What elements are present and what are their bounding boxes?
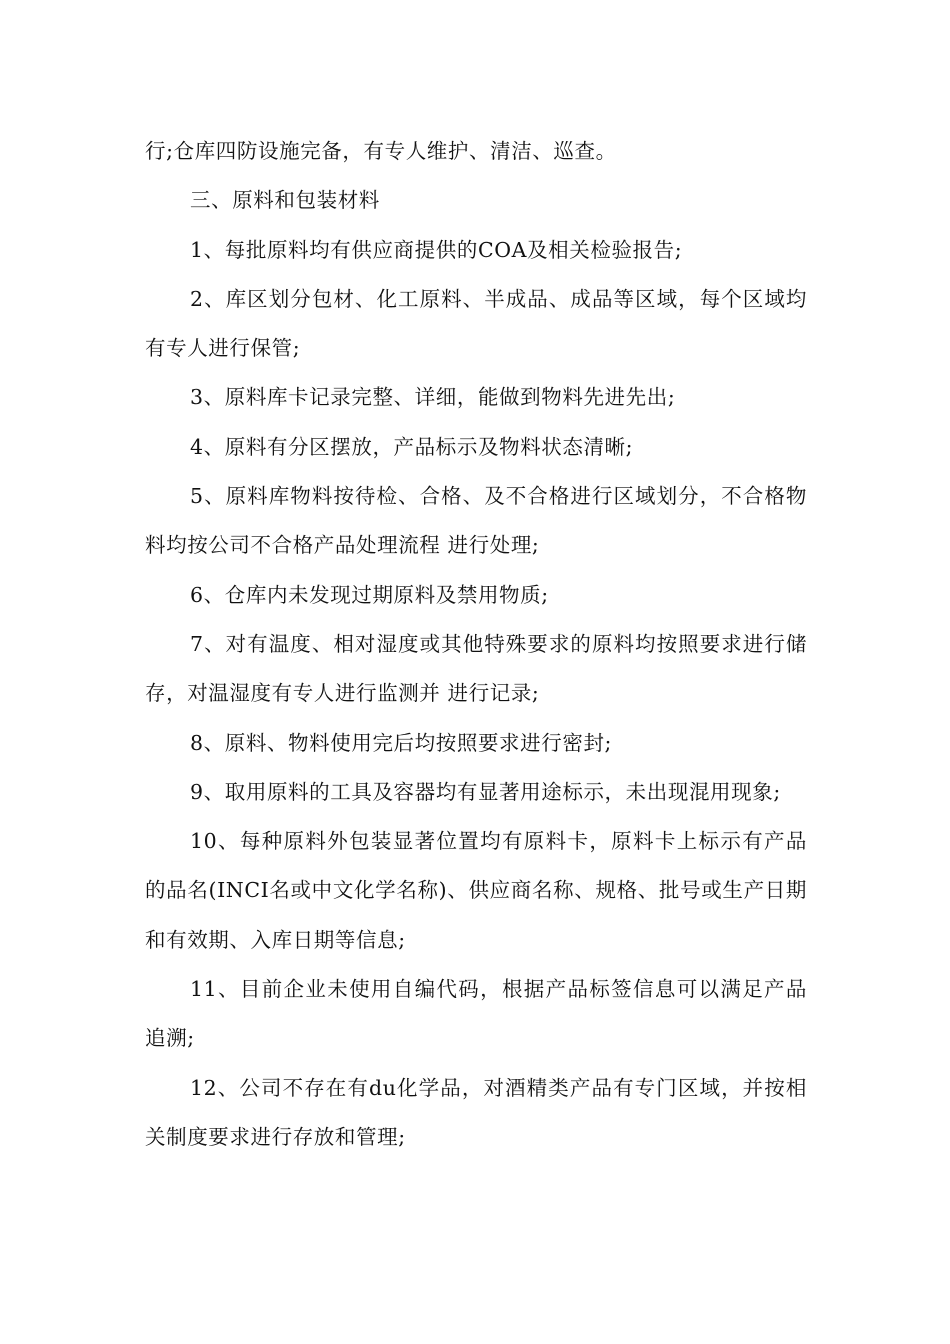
paragraph-item-12: 12、公司不存在有du化学品，对酒精类产品有专门区域，并按相关制度要求进行存放和管理; [145, 1075, 807, 1149]
paragraph-item-7: 7、对有温度、相对湿度或其他特殊要求的原料均按照要求进行储存，对温湿度有专人进行监测并 进行记录; [145, 631, 807, 706]
paragraph-item-4: 4、原料有分区摆放，产品标示及物料状态清晰; [190, 434, 634, 459]
paragraph-continuation: 行;仓库四防设施完备，有专人维护、清洁、巡查。 [145, 139, 617, 163]
paragraph-item-3: 3、原料库卡记录完整、详细，能做到物料先进先出; [190, 385, 676, 410]
paragraph-item-6: 6、仓库内未发现过期原料及禁用物质; [190, 582, 549, 607]
document-body [145, 127, 807, 1162]
paragraph-item-10: 10、每种原料外包装显著位置均有原料卡，原料卡上标示有产品的品名(INCI名或中文化学名称)、供应商名称、规格、批号或生产日期和有效期、入库日期等信息; [145, 829, 807, 952]
paragraph-item-9: 9、取用原料的工具及容器均有显著用途标示，未出现混用现象; [190, 779, 781, 804]
paragraph-item-8: 8、原料、物料使用完后均按照要求进行密封; [190, 730, 613, 755]
paragraph-item-1: 1、每批原料均有供应商提供的COA及相关检验报告; [190, 237, 683, 262]
section-heading: 三、原料和包装材料 [190, 188, 380, 213]
paragraph-item-11: 11、目前企业未使用自编代码，根据产品标签信息可以满足产品追溯; [145, 977, 807, 1051]
paragraph-item-2: 2、库区划分包材、化工原料、半成品、成品等区域，每个区域均有专人进行保管; [145, 286, 807, 361]
paragraph-item-5: 5、原料库物料按待检、合格、及不合格进行区域划分，不合格物料均按公司不合格产品处理流程 进行处理; [145, 484, 807, 558]
